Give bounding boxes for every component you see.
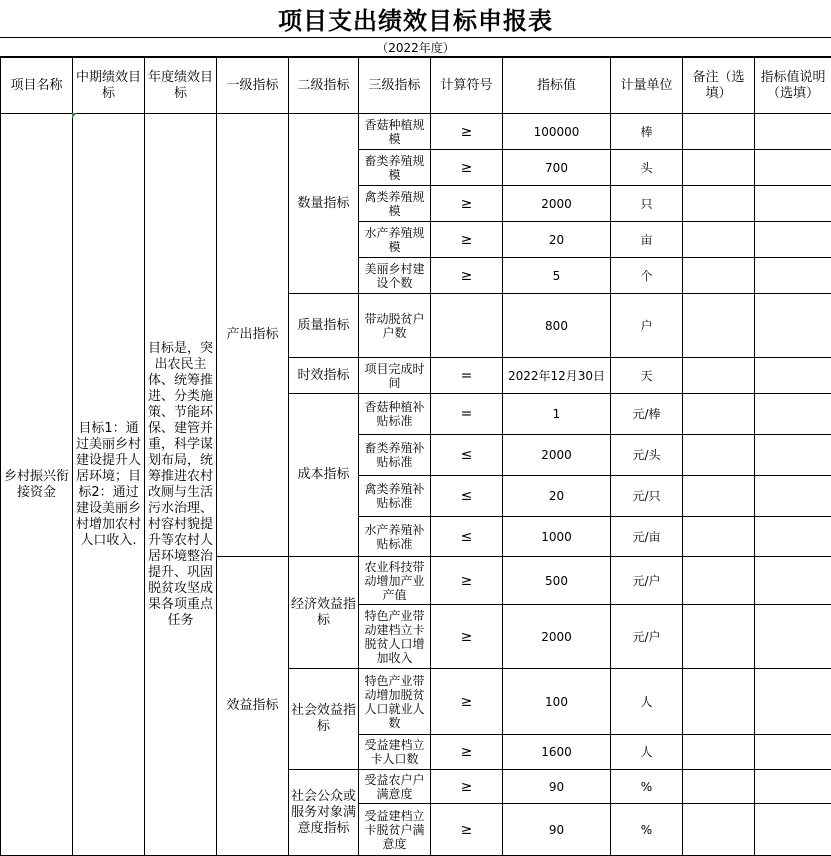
symbol-cell: ≥ (431, 770, 503, 804)
note-cell (755, 476, 831, 517)
note-cell (755, 114, 831, 150)
remark-cell (683, 435, 755, 476)
header-cell: 中期绩效目标 (73, 58, 145, 114)
unit-cell: 头 (611, 150, 683, 186)
unit-cell: 亩 (611, 222, 683, 258)
symbol-cell: ≥ (431, 222, 503, 258)
value-cell: 90 (503, 804, 611, 856)
header-cell: 年度绩效目标 (145, 58, 217, 114)
value-cell: 2000 (503, 186, 611, 222)
cell-comment-marker-icon (72, 113, 77, 118)
remark-cell (683, 258, 755, 294)
value-cell: 5 (503, 258, 611, 294)
note-cell (755, 222, 831, 258)
header-row (1, 58, 831, 114)
level3-cell: 受益建档立卡脱贫户满意度 (359, 804, 431, 856)
note-cell (755, 804, 831, 856)
level1-cell: 效益指标 (217, 557, 289, 856)
symbol-cell: ≥ (431, 669, 503, 735)
note-cell (755, 605, 831, 669)
unit-cell: 天 (611, 358, 683, 394)
note-cell (755, 394, 831, 435)
remark-cell (683, 222, 755, 258)
header-cell: 指标值 (503, 58, 611, 114)
unit-cell: 元/棒 (611, 394, 683, 435)
value-cell: 800 (503, 294, 611, 358)
unit-cell: 个 (611, 258, 683, 294)
annual-target-cell: 目标是，突出农民主体、统筹推进、分类施策、节能环保、建管并重，科学谋划布局，统筹推进农村改厕与生活污水治理、村容村貌提升等农村人居环境整治提升、巩固脱贫攻坚成果各项重点任务 (145, 114, 217, 856)
form-year: （2022年度） (0, 38, 831, 57)
header-cell: 计算符号 (431, 58, 503, 114)
level3-cell: 项目完成时间 (359, 358, 431, 394)
level3-cell: 受益建档立卡人口数 (359, 735, 431, 770)
symbol-cell: ≥ (431, 557, 503, 605)
value-cell: 90 (503, 770, 611, 804)
level2-cell: 数量指标 (289, 114, 359, 294)
header-cell: 一级指标 (217, 58, 289, 114)
form-title: 项目支出绩效目标申报表 (0, 0, 831, 38)
note-cell (755, 770, 831, 804)
symbol-cell: = (431, 358, 503, 394)
symbol-cell: = (431, 394, 503, 435)
symbol-cell: ≥ (431, 605, 503, 669)
mid-target-cell: 目标1：通过美丽乡村建设提升人居环境；目标2：通过建设美丽乡村增加农村人口收入. (73, 114, 145, 856)
remark-cell (683, 804, 755, 856)
level3-cell: 特色产业带动增加脱贫人口就业人数 (359, 669, 431, 735)
level3-cell: 受益农户户满意度 (359, 770, 431, 804)
note-cell (755, 435, 831, 476)
table-row (1, 114, 831, 150)
unit-cell: 元/亩 (611, 517, 683, 557)
value-cell: 20 (503, 476, 611, 517)
remark-cell (683, 114, 755, 150)
level3-cell: 禽类养殖规模 (359, 186, 431, 222)
level3-cell: 水产养殖补贴标准 (359, 517, 431, 557)
remark-cell (683, 517, 755, 557)
header-cell: 计量单位 (611, 58, 683, 114)
level3-cell: 香菇种植规模 (359, 114, 431, 150)
note-cell (755, 557, 831, 605)
level3-cell: 农业科技带动增加产业产值 (359, 557, 431, 605)
value-cell: 700 (503, 150, 611, 186)
level3-cell: 带动脱贫户户数 (359, 294, 431, 358)
level2-cell: 时效指标 (289, 358, 359, 394)
note-cell (755, 294, 831, 358)
remark-cell (683, 186, 755, 222)
note-cell (755, 186, 831, 222)
value-cell: 100 (503, 669, 611, 735)
note-cell (755, 517, 831, 557)
unit-cell: 户 (611, 294, 683, 358)
value-cell: 2022年12月30日 (503, 358, 611, 394)
level2-cell: 经济效益指标 (289, 557, 359, 669)
note-cell (755, 358, 831, 394)
symbol-cell: ≤ (431, 517, 503, 557)
value-cell: 20 (503, 222, 611, 258)
unit-cell: 元/只 (611, 476, 683, 517)
remark-cell (683, 476, 755, 517)
header-cell: 二级指标 (289, 58, 359, 114)
value-cell: 1600 (503, 735, 611, 770)
remark-cell (683, 294, 755, 358)
remark-cell (683, 770, 755, 804)
level2-cell: 质量指标 (289, 294, 359, 358)
performance-table (0, 57, 831, 856)
symbol-cell (431, 294, 503, 358)
symbol-cell: ≥ (431, 150, 503, 186)
level3-cell: 水产养殖规模 (359, 222, 431, 258)
symbol-cell: ≥ (431, 804, 503, 856)
unit-cell: % (611, 804, 683, 856)
remark-cell (683, 557, 755, 605)
unit-cell: 元/户 (611, 605, 683, 669)
header-cell: 指标值说明（选填） (755, 58, 831, 114)
value-cell: 100000 (503, 114, 611, 150)
remark-cell (683, 669, 755, 735)
level3-cell: 畜类养殖补贴标准 (359, 435, 431, 476)
remark-cell (683, 735, 755, 770)
value-cell: 500 (503, 557, 611, 605)
remark-cell (683, 358, 755, 394)
unit-cell: % (611, 770, 683, 804)
level2-cell: 社会效益指标 (289, 669, 359, 770)
symbol-cell: ≥ (431, 186, 503, 222)
header-cell: 三级指标 (359, 58, 431, 114)
project-name-cell: 乡村振兴衔接资金 (1, 114, 73, 856)
level3-cell: 畜类养殖规模 (359, 150, 431, 186)
header-cell: 项目名称 (1, 58, 73, 114)
remark-cell (683, 605, 755, 669)
unit-cell: 人 (611, 669, 683, 735)
symbol-cell: ≤ (431, 476, 503, 517)
value-cell: 2000 (503, 435, 611, 476)
symbol-cell: ≤ (431, 435, 503, 476)
header-cell: 备注（选填） (683, 58, 755, 114)
note-cell (755, 669, 831, 735)
level3-cell: 香菇种植补贴标准 (359, 394, 431, 435)
unit-cell: 棒 (611, 114, 683, 150)
remark-cell (683, 150, 755, 186)
note-cell (755, 150, 831, 186)
value-cell: 1 (503, 394, 611, 435)
level1-cell: 产出指标 (217, 114, 289, 557)
unit-cell: 人 (611, 735, 683, 770)
unit-cell: 元/户 (611, 557, 683, 605)
note-cell (755, 735, 831, 770)
symbol-cell: ≥ (431, 735, 503, 770)
unit-cell: 只 (611, 186, 683, 222)
unit-cell: 元/头 (611, 435, 683, 476)
remark-cell (683, 394, 755, 435)
value-cell: 1000 (503, 517, 611, 557)
level3-cell: 禽类养殖补贴标准 (359, 476, 431, 517)
level2-cell: 社会公众或服务对象满意度指标 (289, 770, 359, 856)
value-cell: 2000 (503, 605, 611, 669)
level2-cell: 成本指标 (289, 394, 359, 557)
symbol-cell: ≥ (431, 258, 503, 294)
note-cell (755, 258, 831, 294)
level3-cell: 特色产业带动建档立卡脱贫人口增加收入 (359, 605, 431, 669)
symbol-cell: ≥ (431, 114, 503, 150)
level3-cell: 美丽乡村建设个数 (359, 258, 431, 294)
